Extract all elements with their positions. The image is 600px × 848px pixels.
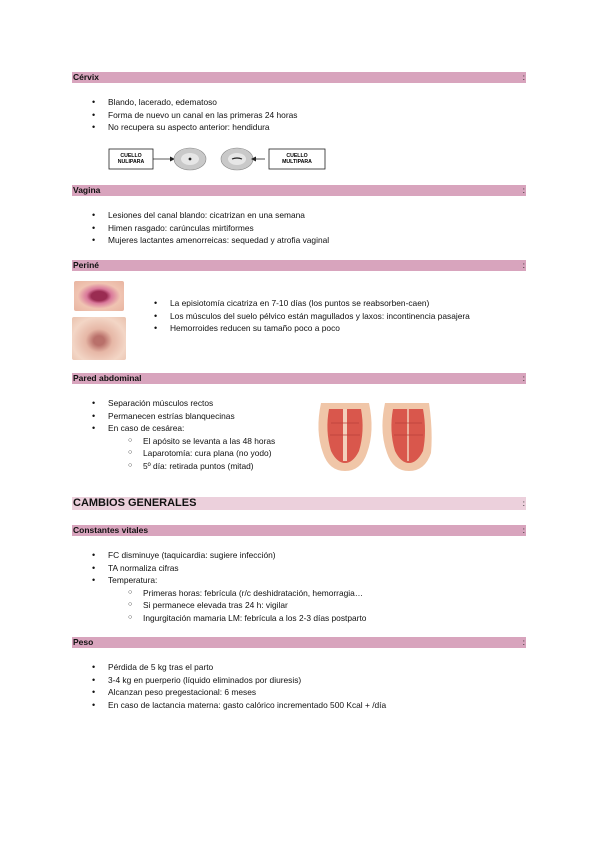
list-item: • Temperatura: — [90, 574, 366, 587]
list-item: • La episiotomía cicatriza en 7-10 días (los puntos se reabsorben-caen) — [152, 297, 470, 310]
list-item: • Blando, lacerado, edematoso — [90, 96, 297, 109]
perine-list — [152, 297, 470, 335]
section-colon: : — [522, 525, 525, 535]
major-header-cambios-generales — [72, 497, 526, 510]
section-colon: : — [522, 637, 525, 647]
list-item: • TA normaliza cifras — [90, 562, 366, 575]
sub-list-item: ○ Laparotomía: cura plana (no yodo) — [90, 447, 275, 460]
list-item: • Himen rasgado: carúnculas mirtiformes — [90, 222, 329, 235]
cervix-nulipara-label: CUELLO NULIPARA — [117, 153, 145, 165]
list-item: • Lesiones del canal blando: cicatrizan en una semana — [90, 209, 329, 222]
list-item: • Pérdida de 5 kg tras el parto — [90, 661, 386, 674]
pared-list — [90, 397, 275, 473]
cervix-multipara-label: CUELLO MULTIPARA — [282, 153, 312, 165]
sub-list-item: ○ Primeras horas: febrícula (r/c deshidratación, hemorragia… — [90, 587, 366, 600]
list-item: • Los músculos del suelo pélvico están magullados y laxos: incontinencia pasajera — [152, 310, 470, 323]
abdominal-muscles-illustration — [315, 401, 433, 473]
list-item: • Hemorroides reducen su tamaño poco a poco — [152, 322, 470, 335]
section-colon: : — [522, 185, 525, 195]
section-colon: : — [522, 498, 525, 508]
list-item: • No recupera su aspecto anterior: hendidura — [90, 121, 297, 134]
vagina-list — [90, 209, 329, 247]
section-colon: : — [522, 260, 525, 270]
section-title: Pared abdominal — [73, 373, 142, 383]
cervix-diagram — [108, 146, 328, 172]
list-item: • Permanecen estrías blanquecinas — [90, 410, 275, 423]
list-item: • Separación músculos rectos — [90, 397, 275, 410]
sub-list-item: ○ El apósito se levanta a las 48 horas — [90, 435, 275, 448]
section-header-perine — [72, 260, 526, 271]
sub-list-item: ○ Ingurgitación mamaria LM: febrícula a los 2-3 días postparto — [90, 612, 366, 625]
section-header-peso — [72, 637, 526, 648]
list-item: • En caso de lactancia materna: gasto calórico incrementado 500 Kcal + /día — [90, 699, 386, 712]
cervix-list — [90, 96, 297, 134]
section-title: Cérvix — [73, 72, 99, 82]
sub-list-item: ○ 5º día: retirada puntos (mitad) — [90, 460, 275, 473]
section-title: Vagina — [73, 185, 101, 195]
section-colon: : — [522, 373, 525, 383]
list-item: • En caso de cesárea: — [90, 422, 275, 435]
constantes-list — [90, 549, 366, 625]
peso-list — [90, 661, 386, 711]
perineum-photo-bottom — [72, 317, 126, 360]
perineum-photo-top — [74, 281, 124, 311]
section-colon: : — [522, 72, 525, 82]
major-title: CAMBIOS GENERALES — [73, 497, 197, 509]
section-title: Peso — [73, 637, 94, 647]
list-item: • 3-4 kg en puerperio (líquido eliminados por diuresis) — [90, 674, 386, 687]
list-item: • Alcanzan peso pregestacional: 6 meses — [90, 686, 386, 699]
list-item: • Forma de nuevo un canal en las primeras 24 horas — [90, 109, 297, 122]
sub-list-item: ○ Si permanece elevada tras 24 h: vigilar — [90, 599, 366, 612]
section-header-cervix — [72, 72, 526, 83]
section-title: Constantes vitales — [73, 525, 149, 535]
section-header-vagina — [72, 185, 526, 196]
section-header-pared-abdominal — [72, 373, 526, 384]
list-item: • Mujeres lactantes amenorreicas: sequedad y atrofia vaginal — [90, 234, 329, 247]
list-item: • FC disminuye (taquicardia: sugiere infección) — [90, 549, 366, 562]
section-header-constantes-vitales — [72, 525, 526, 536]
section-title: Periné — [73, 260, 99, 270]
